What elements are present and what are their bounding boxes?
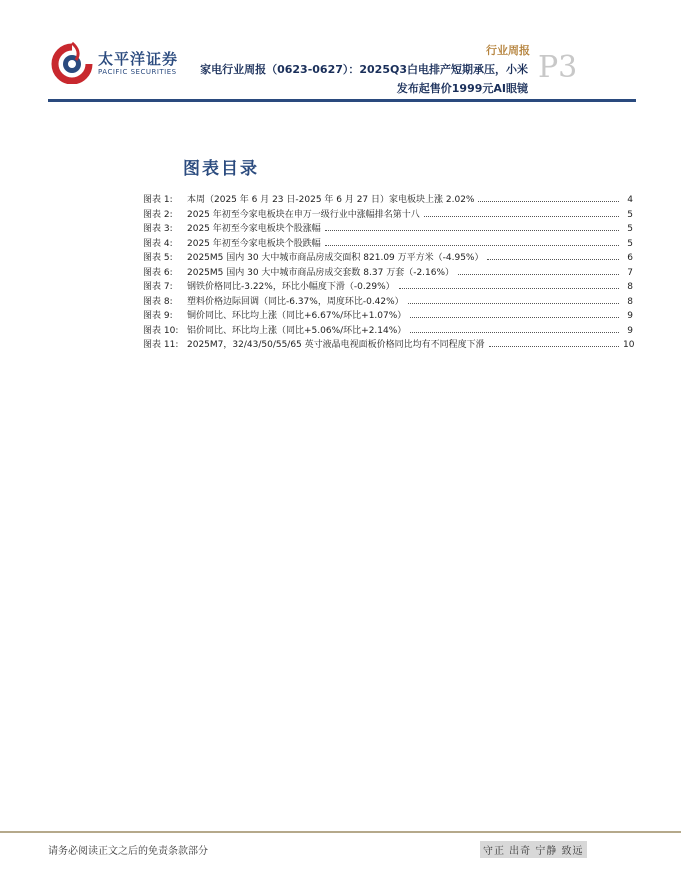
toc-item-page: 7 [627, 267, 633, 278]
toc-item-text: 2025 年初至今家电板块个股涨幅 [187, 224, 321, 234]
toc-item-page: 8 [627, 296, 633, 307]
toc-item-label: 图表 8: [143, 296, 173, 307]
report-type: 行业周报 [486, 44, 530, 57]
toc-leader-dots [487, 258, 619, 260]
toc-leader-dots [478, 200, 619, 202]
toc-item[interactable] [143, 192, 633, 207]
toc-item-text: 2025M5 国内 30 大中城市商品房成交套数 8.37 万套（-2.16%） [187, 267, 455, 278]
toc-item[interactable] [143, 207, 633, 222]
toc-item[interactable] [143, 221, 633, 236]
company-logo [50, 40, 200, 86]
report-title-line-1: 家电行业周报（0623-0627）：2025Q3白电排产短期承压，小米 [200, 63, 528, 76]
toc-item[interactable] [143, 279, 633, 294]
toc-item-label: 图表 6: [143, 267, 173, 278]
report-title-line-2: 发布起售价1999元AI眼镜 [396, 82, 528, 95]
toc-item-label: 图表 1: [143, 195, 173, 205]
toc-leader-dots [410, 316, 619, 318]
toc-leader-dots [424, 215, 619, 217]
header-divider [48, 99, 636, 102]
toc-leader-dots [458, 273, 619, 275]
toc-item-label: 图表 3: [143, 224, 173, 234]
pacific-securities-logo-icon [50, 40, 94, 84]
toc-item[interactable] [143, 337, 633, 352]
toc-item-page: 9 [627, 325, 633, 336]
footer-divider [0, 831, 681, 833]
report-title [200, 60, 528, 98]
toc-item[interactable] [143, 308, 633, 323]
toc-item-label: 图表 11: [143, 340, 179, 350]
toc-leader-dots [489, 345, 619, 347]
toc-item-page: 5 [627, 209, 633, 220]
page-number: P3 [538, 50, 578, 85]
toc-item-label: 图表 2: [143, 209, 173, 220]
toc-leader-dots [325, 229, 619, 231]
toc-item-label: 图表 4: [143, 238, 173, 249]
toc-item-text: 铝价同比、环比均上涨（同比+5.06%/环比+2.14%） [187, 325, 407, 336]
toc-leader-dots [325, 244, 619, 246]
logo-english-name: PACIFIC SECURITIES [98, 68, 177, 76]
toc-item-label: 图表 5: [143, 253, 173, 263]
toc-item-page: 5 [627, 224, 633, 234]
toc-item-label: 图表 7: [143, 282, 173, 292]
toc-item-page: 6 [627, 253, 633, 263]
toc-item[interactable] [143, 294, 633, 309]
toc-item-text: 铜价同比、环比均上涨（同比+6.67%/环比+1.07%） [187, 311, 407, 321]
toc-item-label: 图表 9: [143, 311, 173, 321]
toc-item-text: 2025M7，32/43/50/55/65 英寸液晶电视面板价格同比均有不同程度下滑 [187, 340, 485, 350]
toc-leader-dots [408, 302, 619, 304]
toc-item-text: 钢铁价格同比-3.22%，环比小幅度下滑（-0.29%） [187, 282, 395, 292]
toc-item-page: 9 [627, 311, 633, 321]
toc-item-page: 4 [627, 195, 633, 205]
toc-item[interactable] [143, 250, 633, 265]
toc-item-text: 本周（2025 年 6 月 23 日-2025 年 6 月 27 日）家电板块上涨 2.02% [187, 195, 475, 205]
toc-item-text: 2025M5 国内 30 大中城市商品房成交面积 821.09 万平方米（-4.95%） [187, 253, 484, 263]
table-of-figures [143, 192, 633, 352]
toc-heading: 图表目录 [183, 159, 259, 179]
toc-item-page: 10 [623, 340, 635, 350]
toc-item[interactable] [143, 323, 633, 338]
company-motto: 守正 出奇 宁静 致远 [480, 841, 587, 858]
toc-item-text: 2025 年初至今家电板块个股跌幅 [187, 238, 321, 249]
toc-leader-dots [410, 331, 619, 333]
toc-item-text: 塑料价格边际回调（同比-6.37%，周度环比-0.42%） [187, 296, 404, 307]
toc-item-label: 图表 10: [143, 325, 179, 336]
logo-chinese-name: 太平洋证券 [98, 50, 179, 68]
toc-leader-dots [399, 287, 619, 289]
toc-item-text: 2025 年初至今家电板块在申万一级行业中涨幅排名第十八 [187, 209, 420, 220]
toc-item-page: 5 [627, 238, 633, 249]
disclaimer-note: 请务必阅读正文之后的免责条款部分 [48, 846, 208, 857]
toc-item[interactable] [143, 265, 633, 280]
toc-item[interactable] [143, 236, 633, 251]
toc-item-page: 8 [627, 282, 633, 292]
